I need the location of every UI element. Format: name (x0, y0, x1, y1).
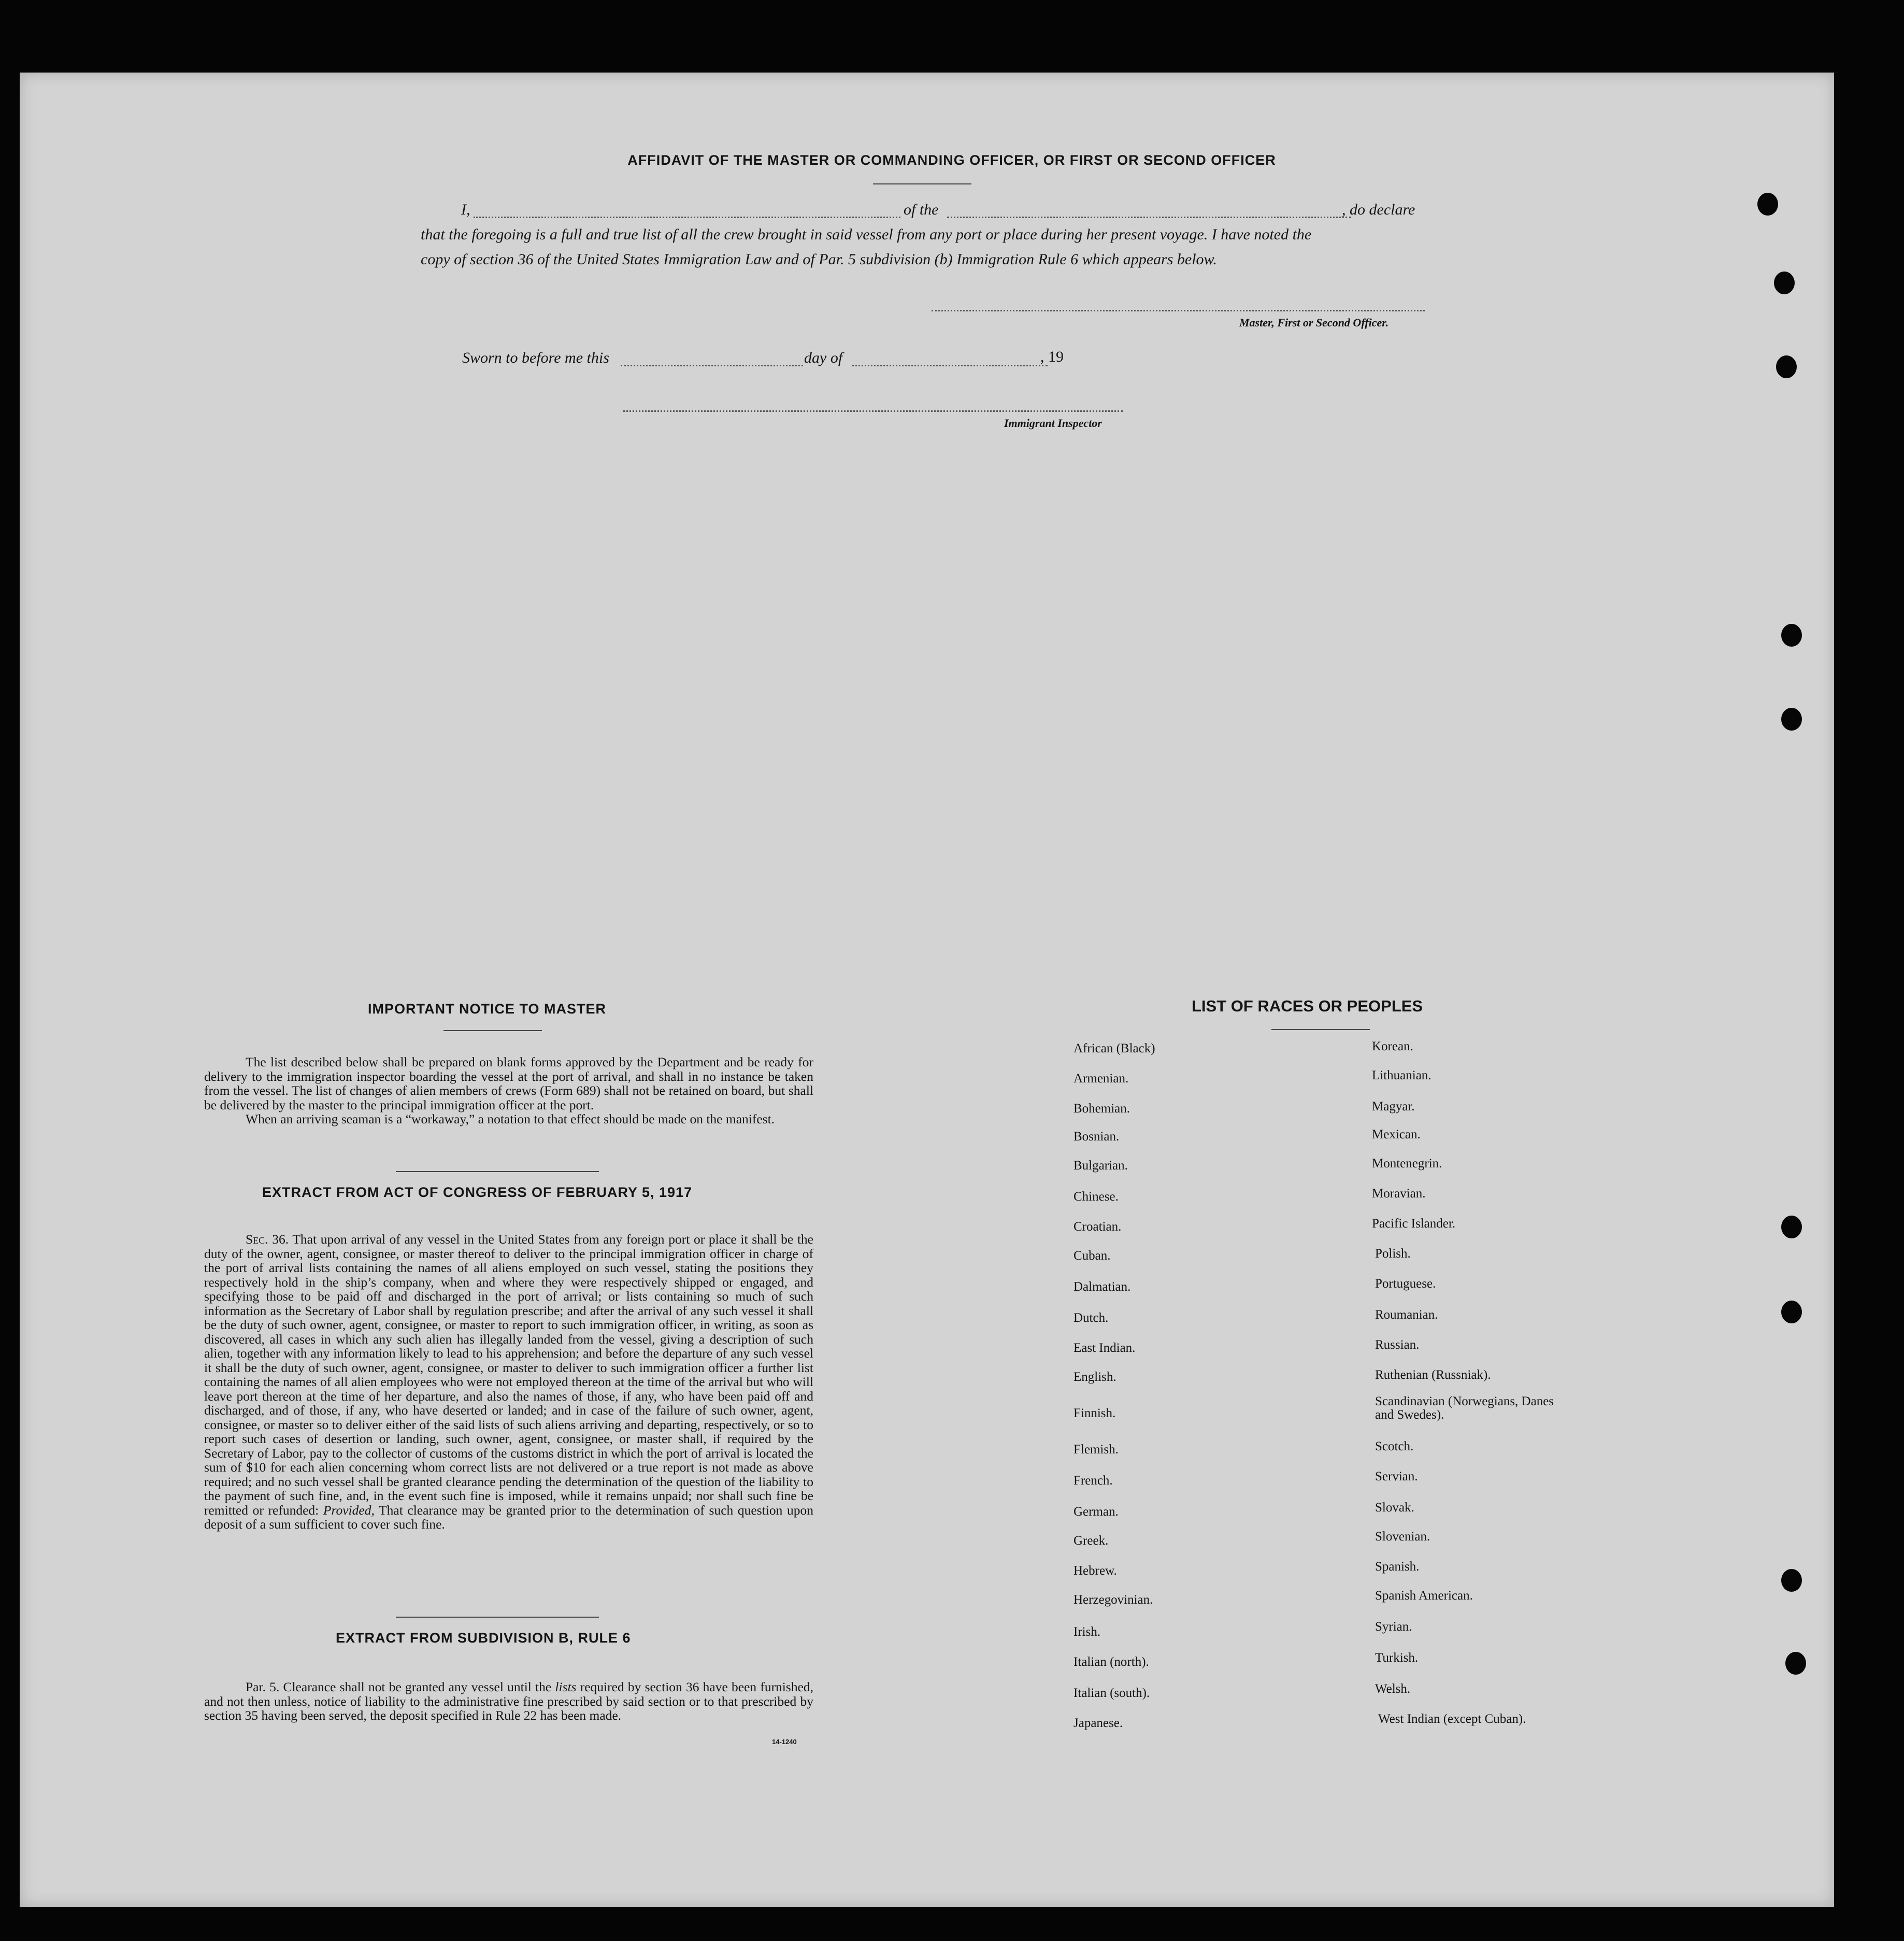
race-item: Croatian. (1073, 1220, 1122, 1234)
notice-rule (443, 1030, 542, 1031)
vessel-line (947, 217, 1351, 218)
race-item: Turkish. (1375, 1651, 1419, 1665)
section-36-text-part1: That upon arrival of any vessel in the United States from any foreign port or place it shall be the duty of the owner, agent, consignee, or master thereof to deliver to the principal immigration officer in charge of the port of arrival lists containing the names of all aliens employed on such vessel, stating the positions they respectively hold in the ship’s company, when and where they were respectively shipped or engaged, and specifying those to be paid off and discharged in the port of arrival; or lists containing so much of such information as the Secretary of Labor shall by regulation prescribe; and after the arrival of any such vessel it shall be the duty of such owner, agent, consignee, or master to report to such immigration officer, in writing, as soon as discovered, all cases in which any such alien has illegally landed from the vessel, giving a description of such alien, together with any information likely to lead to his apprehension; and before the departure of any such vessel it shall be the duty of such owner, agent, consignee, or master to deliver to such immigration officer a further list containing the names of all alien employees who were not employed thereon at the time of the arrival but who will leave port thereon at the time of her departure, and also the names of those, if any, who have been paid off and discharged, and of those, if any, who have deserted or landed; and in case of the failure of such owner, agent, consignee, or master so to deliver either of the said lists of such aliens arriving and departing, respectively, or so to report such cases of desertion or landing, such owner, agent, consignee, or master shall, if required by the Secretary of Labor, pay to the collector of customs of the customs district in which the port of arrival is located the sum of $10 for each alien concerning whom correct lists are not delivered or a true report is not made as above required; and no such vessel shall be granted clearance pending the determination of the question of the liability to the payment of such fine, and, in the event such fine is imposed, while it remains unpaid; nor shall such fine be remitted or refunded: (204, 1232, 813, 1518)
race-item: Chinese. (1073, 1190, 1119, 1204)
race-item: Japanese. (1073, 1716, 1123, 1730)
race-item: Montenegrin. (1372, 1157, 1442, 1171)
race-item: German. (1073, 1505, 1119, 1519)
race-item: Italian (south). (1073, 1686, 1150, 1700)
notice-title: IMPORTANT NOTICE TO MASTER (368, 1001, 606, 1017)
binder-hole (1781, 1569, 1802, 1592)
form-page (20, 73, 1834, 1907)
notice-paragraph-2: When an arriving seaman is a “workaway,” a notation to that effect should be made on the manifest. (246, 1111, 775, 1126)
affidavit-line2: that the foregoing is a full and true list of all the crew brought in said vessel from any port or place during her present voyage. I have noted the (421, 226, 1312, 243)
section-36-paragraph (204, 1232, 813, 1532)
race-item: French. (1073, 1474, 1113, 1488)
race-item: Dalmatian. (1073, 1280, 1131, 1294)
notice-paragraph-1: The list described below shall be prepared on blank forms approved by the Department and be ready for delivery to the immigration inspector boarding the vessel at the port of arrival, and shall in no instance be taken from the vessel. The list of changes of alien members of crews (Form 689) shall not be retained on board, but shall be delivered by the master to the principal immigration officer at the port. (204, 1054, 813, 1112)
race-item: Russian. (1375, 1338, 1420, 1352)
race-item: Flemish. (1073, 1443, 1119, 1457)
name-line (474, 217, 900, 218)
race-item: West Indian (except Cuban). (1378, 1712, 1526, 1726)
race-item: Pacific Islander. (1372, 1217, 1456, 1231)
race-item: Polish. (1375, 1247, 1411, 1261)
race-item: Portuguese. (1375, 1277, 1436, 1291)
race-item: Bosnian. (1073, 1130, 1120, 1144)
race-item: Slovenian. (1375, 1530, 1430, 1544)
master-signature-line (932, 310, 1425, 311)
race-item: Roumanian. (1375, 1308, 1438, 1322)
sec-label: Sec. 36. (246, 1232, 289, 1247)
provided-word: Provided, (323, 1502, 375, 1518)
inspector-signature-line (623, 410, 1123, 412)
section-divider (396, 1617, 599, 1618)
extract-act-text (204, 1232, 813, 1532)
race-item: Greek. (1073, 1534, 1109, 1548)
race-item: African (Black) (1073, 1041, 1155, 1055)
section-divider (396, 1171, 599, 1172)
lists-word: lists (555, 1679, 577, 1694)
affidavit-i: I, (461, 201, 470, 218)
binder-hole (1781, 708, 1802, 731)
race-item: Korean. (1372, 1039, 1413, 1053)
year-prefix: , 19 (1040, 348, 1064, 365)
race-item: Hebrew. (1073, 1564, 1117, 1578)
master-signature-label: Master, First or Second Officer. (1239, 316, 1389, 329)
race-item: Magyar. (1372, 1100, 1415, 1114)
par-5-text-part2: required by section 36 have been furnished, and not then unless, notice of liability to the administrative fine prescribed by said section or to that prescribed by section 35 having been served, the deposit specified in Rule 22 has been made. (204, 1679, 814, 1723)
day-of-text: day of (804, 349, 843, 366)
form-number: 14-1240 (772, 1738, 797, 1746)
binder-hole (1785, 1652, 1806, 1675)
race-item: Servian. (1375, 1469, 1418, 1483)
affidavit-title: AFFIDAVIT OF THE MASTER OR COMMANDING OFFICER, OR FIRST OR SECOND OFFICER (627, 152, 1276, 168)
race-item: English. (1073, 1370, 1116, 1384)
extract-rule-title: EXTRACT FROM SUBDIVISION B, RULE 6 (336, 1630, 631, 1646)
affidavit-declare: , do declare (1342, 201, 1415, 218)
race-item: East Indian. (1073, 1341, 1136, 1355)
affidavit-line3: copy of section 36 of the United States Immigration Law and of Par. 5 subdivision (b) Immigration Rule 6 which appears below. (421, 251, 1217, 268)
race-item: Italian (north). (1073, 1655, 1149, 1669)
title-rule (873, 183, 971, 184)
race-item: Bulgarian. (1073, 1159, 1128, 1173)
race-item: Syrian. (1375, 1620, 1412, 1634)
notice-text (204, 1055, 813, 1126)
par-5-paragraph (204, 1680, 813, 1723)
affidavit-of-the: of the (904, 201, 939, 218)
binder-hole (1757, 193, 1778, 216)
race-item: Irish. (1073, 1625, 1101, 1639)
race-item: Herzegovinian. (1073, 1593, 1153, 1607)
section-36-text-part2: That clearance may be granted prior to the determination of such question upon deposit of a sum sufficient to cover such fine. (204, 1502, 814, 1532)
extract-act-title: EXTRACT FROM ACT OF CONGRESS OF FEBRUARY 5, 1917 (262, 1184, 693, 1200)
race-item: Mexican. (1372, 1128, 1421, 1141)
races-rule (1271, 1029, 1370, 1030)
binder-hole (1781, 624, 1802, 647)
race-item: Scotch. (1375, 1439, 1414, 1453)
race-item: Welsh. (1375, 1682, 1411, 1696)
race-item: Scandinavian (Norwegians, Danes and Swedes). (1375, 1394, 1554, 1422)
race-item: Spanish American. (1375, 1589, 1473, 1603)
race-item: Slovak. (1375, 1501, 1414, 1515)
extract-rule-text (204, 1680, 813, 1723)
race-item: Armenian. (1073, 1072, 1129, 1086)
binder-hole (1781, 1216, 1802, 1238)
binder-hole (1774, 272, 1795, 294)
binder-hole (1776, 355, 1797, 378)
race-item: Cuban. (1073, 1249, 1111, 1263)
binder-hole (1781, 1301, 1802, 1323)
race-item: Bohemian. (1073, 1102, 1130, 1116)
race-item: Ruthenian (Russniak). (1375, 1368, 1491, 1382)
month-line (852, 365, 1048, 366)
par-5-text-part1: Par. 5. Clearance shall not be granted any vessel until the (246, 1679, 552, 1694)
sworn-text: Sworn to before me this (462, 349, 609, 366)
races-title: LIST OF RACES OR PEOPLES (1192, 997, 1423, 1015)
race-item: Moravian. (1372, 1187, 1426, 1201)
race-item: Dutch. (1073, 1311, 1109, 1325)
race-item: Spanish. (1375, 1560, 1420, 1574)
sworn-date-line (621, 365, 803, 366)
race-item: Lithuanian. (1372, 1068, 1431, 1082)
inspector-signature-label: Immigrant Inspector (1004, 417, 1102, 430)
race-item: Finnish. (1073, 1406, 1116, 1420)
